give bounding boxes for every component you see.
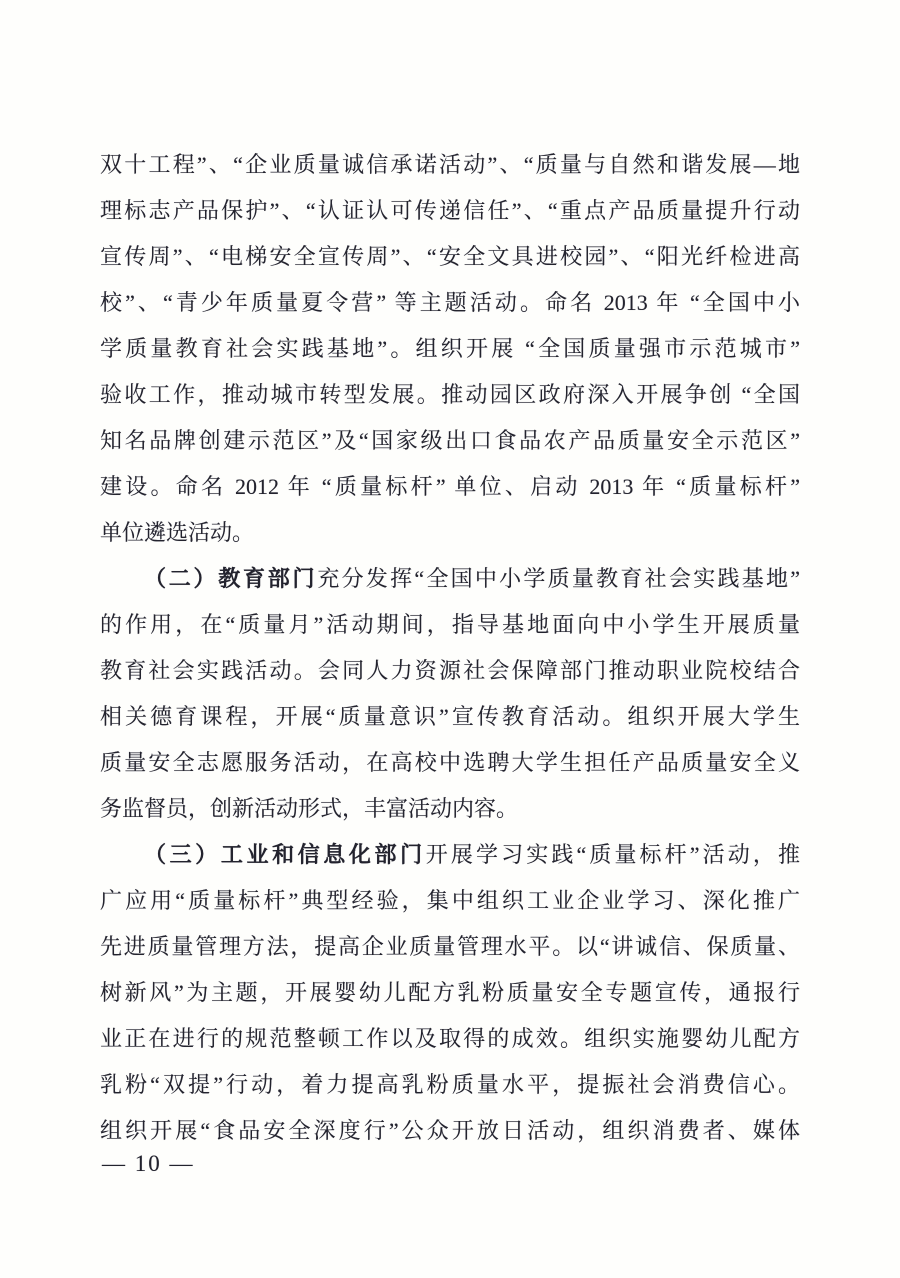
text-line: 相关德育课程，开展“质量意识”宣传教育活动。组织开展大学生 [100,704,800,729]
page-number: — 10 — [102,1151,195,1176]
text-line: 宣传周”、“电梯安全宣传周”、“安全文具进校园”、“阳光纤检进高 [100,244,800,269]
section-heading: （三）工业和信息化部门 [144,842,426,867]
text-line: 先进质量管理方法，提高企业质量管理水平。以“讲诚信、保质量、 [100,934,800,959]
text-line: 学质量教育社会实践基地”。组织开展 “全国质量强市示范城市” [100,336,800,361]
text-line: 务监督员，创新活动形式，丰富活动内容。 [100,796,519,821]
text-line: 双十工程”、“企业质量诚信承诺活动”、“质量与自然和谐发展—地 [100,152,800,177]
text-line: 理标志产品保护”、“认证认可传递信任”、“重点产品质量提升行动 [100,198,800,223]
text-line: 知名品牌创建示范区”及“国家级出口食品农产品质量安全示范区” [100,428,800,453]
body-text [100,142,800,1154]
text-line: （三）工业和信息化部门开展学习实践“质量标杆”活动，推 [144,842,800,867]
text-line: 质量安全志愿服务活动，在高校中选聘大学生担任产品质量安全义 [100,750,800,775]
text-line: 单位遴选活动。 [100,520,255,545]
section-heading: （二）教育部门 [144,566,318,591]
text-line: 乳粉“双提”行动，着力提高乳粉质量水平，提振社会消费信心。 [100,1072,800,1097]
text-line: 建设。命名 2012 年 “质量标杆” 单位、启动 2013 年 “质量标杆” [100,474,800,499]
text-line: 组织开展“食品安全深度行”公众开放日活动，组织消费者、媒体 [100,1118,800,1143]
text-line: 教育社会实践活动。会同人力资源社会保障部门推动职业院校结合 [100,658,800,683]
text-line: 广应用“质量标杆”典型经验，集中组织工业企业学习、深化推广 [100,888,800,913]
text-line: 的作用，在“质量月”活动期间，指导基地面向中小学生开展质量 [100,612,800,637]
text-line: （二）教育部门充分发挥“全国中小学质量教育社会实践基地” [144,566,800,591]
text-line: 验收工作，推动城市转型发展。推动园区政府深入开展争创 “全国 [100,382,800,407]
text-line: 树新风”为主题，开展婴幼儿配方乳粉质量安全专题宣传，通报行 [100,980,800,1005]
text-line: 校”、“青少年质量夏令营” 等主题活动。命名 2013 年 “全国中小 [100,290,800,315]
text-line: 业正在进行的规范整顿工作以及取得的成效。组织实施婴幼儿配方 [100,1026,800,1051]
